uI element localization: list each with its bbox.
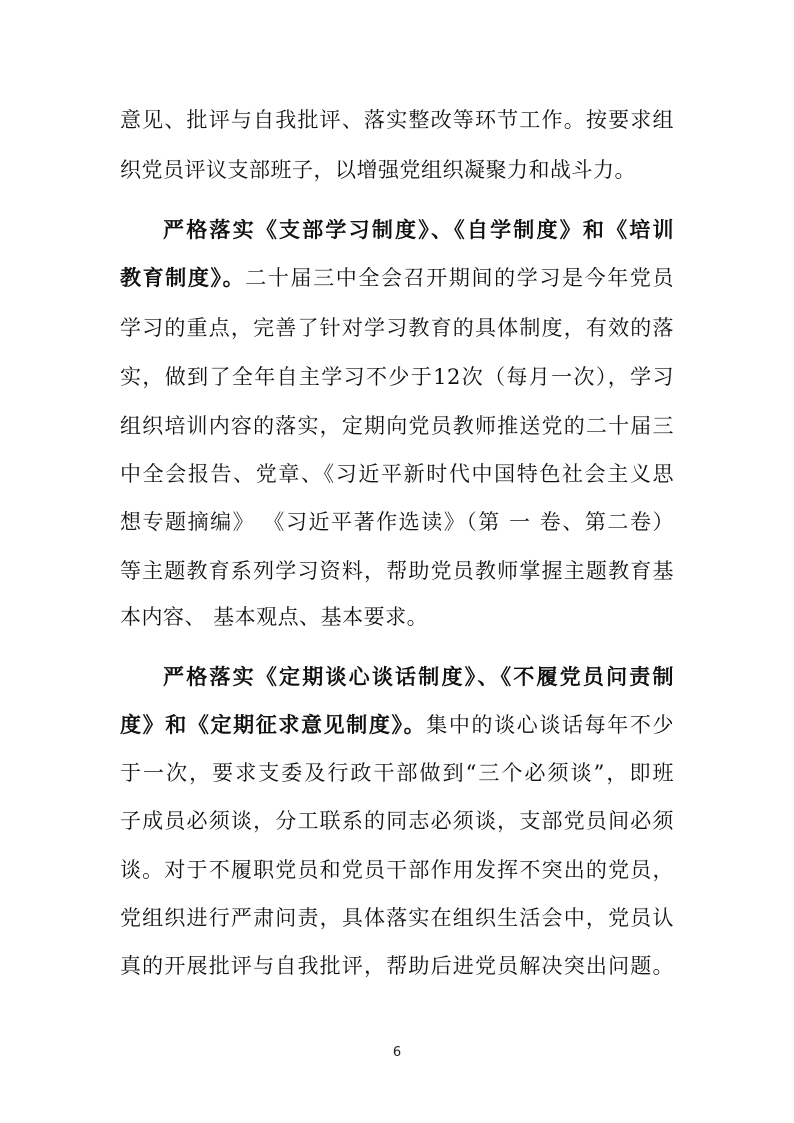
paragraph-3-line-3: 于一次，要求支委及行政干部做到“三个必须谈”，即班 — [120, 761, 674, 785]
paragraph-3-line-5: 谈。对于不履职党员和党员干部作用发挥不突出的党员， — [120, 858, 674, 882]
paragraph-3-line-7: 真的开展批评与自我批评，帮助后进党员解决突出问题。 — [120, 954, 674, 978]
paragraph-2-heading-line-2: 教育制度》。 — [120, 265, 246, 290]
paragraph-3-heading-line-2: 度》和《定期征求意见制度》。 — [120, 712, 427, 737]
paragraph-3-line-6: 党组织进行严肃问责，具体落实在组织生活会中，党员认 — [120, 906, 674, 930]
paragraph-2-line-2 — [120, 263, 674, 293]
paragraph-2-line-4: 实，做到了全年自主学习不少于12次（每月一次），学习 — [120, 365, 674, 389]
paragraph-2-line-9: 本内容、 基本观点、基本要求。 — [120, 605, 429, 629]
paragraph-3-line-2 — [120, 710, 674, 740]
paragraph-2-line-8: 等主题教育系列学习资料，帮助党员教师掌握主题教育基 — [120, 559, 674, 583]
paragraph-2-line-6: 中全会报告、党章、《习近平新时代中国特色社会主义思 — [120, 462, 674, 486]
paragraph-2-line-5: 组织培训内容的落实，定期向党员教师推送党的二十届三 — [120, 414, 674, 438]
paragraph-1-line-2: 织党员评议支部班子，以增强党组织凝聚力和战斗力。 — [120, 158, 636, 182]
paragraph-3-heading-line-1: 严格落实《定期谈心谈话制度》、《不履党员问责制 — [163, 664, 674, 689]
paragraph-2-heading-line-1: 严格落实《支部学习制度》、《自学制度》和《培训 — [163, 217, 674, 242]
page-number: 6 — [392, 1045, 402, 1060]
paragraph-2-line-7: 想专题摘编》 《习近平著作选读》（第 一 卷、第二卷） — [120, 510, 674, 534]
paragraph-3-line-2-rest: 集中的谈心谈话每年不少 — [426, 713, 674, 737]
paragraph-2-line-3: 学习的重点，完善了针对学习教育的具体制度，有效的落 — [120, 316, 674, 340]
paragraph-3-line-4: 子成员必须谈，分工联系的同志必须谈，支部党员间必须 — [120, 809, 674, 833]
paragraph-2-line-2-rest: 二十届三中全会召开期间的学习是今年党员 — [245, 266, 674, 290]
paragraph-1-line-1: 意见、批评与自我批评、落实整改等环节工作。按要求组 — [120, 108, 674, 132]
